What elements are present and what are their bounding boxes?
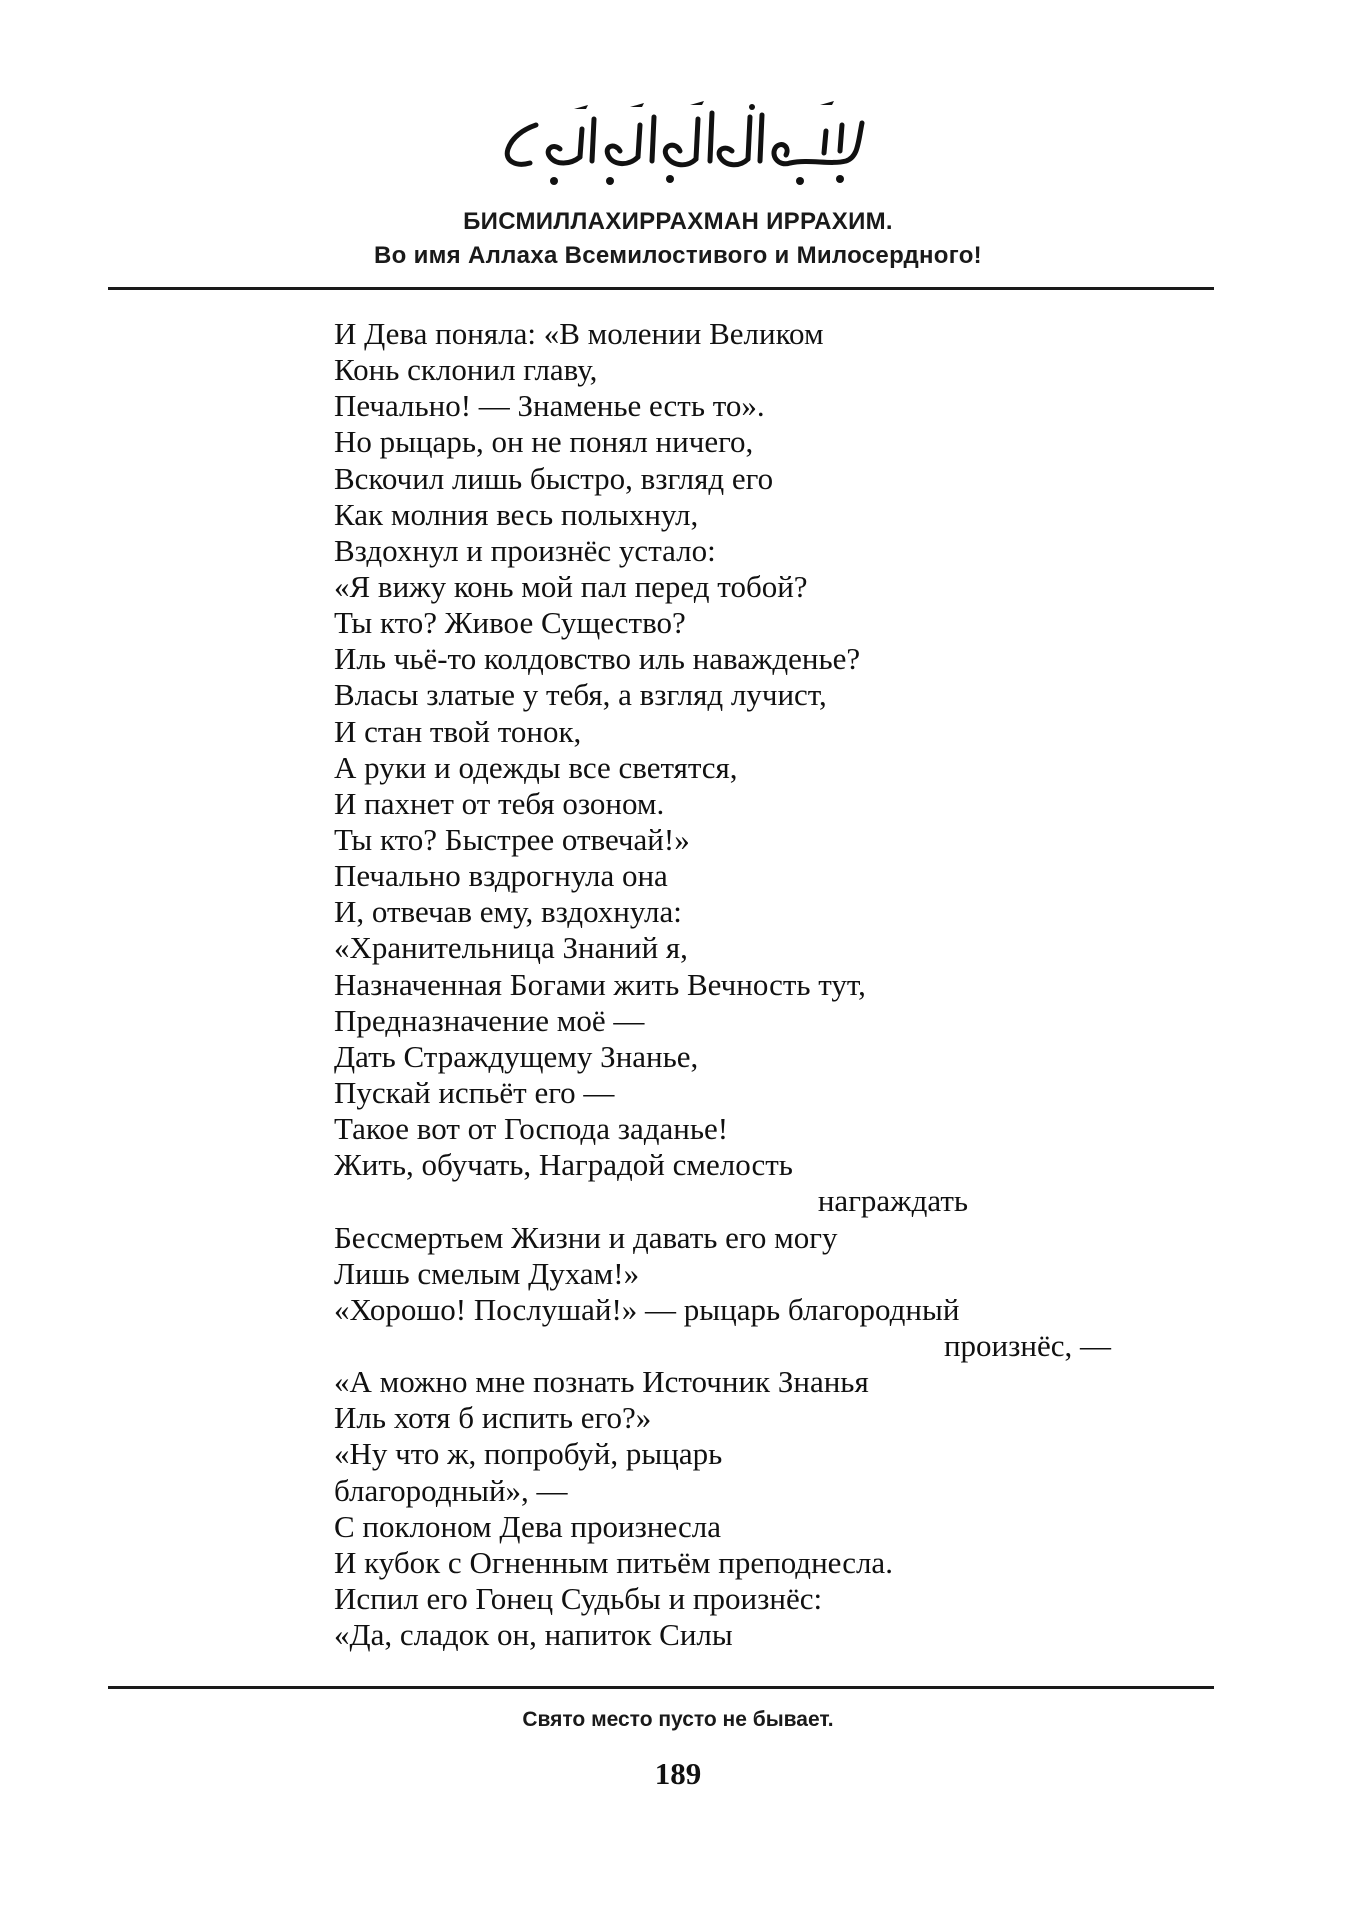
footer-proverb: Свято место пусто не бывает. — [522, 1708, 834, 1731]
poem-line: «Ну что ж, попробуй, рыцарь — [334, 1436, 723, 1472]
poem-line: Печально вздрогнула она — [334, 858, 668, 894]
poem-line-continuation: награждать — [817, 1183, 968, 1219]
poem-line: Иль чьё-то колдовство иль наважденье? — [334, 641, 861, 677]
poem-line: И кубок с Огненным питьём преподнесла. — [334, 1544, 893, 1580]
poem-line: Такое вот от Господа заданье! — [334, 1111, 729, 1147]
poem-line: «Хранительница Знаний я, — [334, 930, 688, 966]
page-number: 189 — [654, 1756, 702, 1791]
poem-line: И Дева поняла: «В молении Великом — [334, 316, 824, 351]
poem-line: Пускай испьёт его — — [334, 1074, 615, 1110]
poem-line: благородный», — — [334, 1472, 568, 1508]
poem-line: «А можно мне познать Источник Знанья — [334, 1364, 869, 1400]
poem-line: Конь склонил главу, — [334, 352, 598, 388]
poem-line: Испил его Гонец Судьбы и произнёс: — [334, 1580, 823, 1616]
poem-line: «Хорошо! Послушай!» — рыцарь благородный — [334, 1291, 960, 1327]
header-subtitle: Во имя Аллаха Всемилостивого и Милосердного! — [374, 242, 982, 269]
poem-text — [334, 316, 1134, 1653]
poem-line: И, отвечав ему, вздохнула: — [334, 894, 682, 930]
poem-line: Иль хотя б испить его?» — [334, 1400, 652, 1436]
calligraphy-image — [490, 95, 870, 195]
poem-line: И стан твой тонок, — [334, 713, 582, 749]
poem-line: И пахнет от тебя озоном. — [334, 785, 665, 821]
poem-line: С поклоном Дева произнесла — [334, 1508, 721, 1544]
poem-line-continuation: произнёс, — — [943, 1327, 1111, 1363]
poem-line: Но рыцарь, он не понял ничего, — [334, 424, 754, 460]
poem-line: Жить, обучать, Наградой смелость — [334, 1147, 793, 1183]
poem-line: Ты кто? Быстрее отвечай!» — [334, 821, 690, 857]
poem-line: Лишь смелым Духам!» — [334, 1255, 640, 1291]
poem-line: Вздохнул и произнёс устало: — [334, 532, 716, 568]
poem-line: Назначенная Богами жить Вечность тут, — [334, 966, 866, 1002]
bismillah-calligraphy — [490, 95, 870, 195]
header-divider — [108, 287, 1214, 290]
poem-line: Предназначение моё — — [334, 1002, 645, 1038]
poem-line: Вскочил лишь быстро, взгляд его — [334, 460, 774, 496]
header-title: БИСМИЛЛАХИРРАХМАН ИРРАХИМ. — [463, 208, 893, 235]
poem-line: Ты кто? Живое Существо? — [334, 605, 686, 641]
poem-line: Власы златые у тебя, а взгляд лучист, — [334, 677, 827, 713]
poem-line: Дать Страждущему Знанье, — [334, 1038, 699, 1074]
poem-line: Бессмертьем Жизни и давать его могу — [334, 1219, 838, 1255]
poem-line: «Да, сладок он, напиток Силы — [334, 1617, 733, 1653]
footer-divider — [108, 1686, 1214, 1689]
poem-line: Как молния весь полыхнул, — [334, 496, 699, 532]
poem-line: Печально! — Знаменье есть то». — [334, 388, 765, 424]
poem-line: А руки и одежды все светятся, — [334, 749, 738, 785]
poem-line: «Я вижу конь мой пал перед тобой? — [334, 568, 808, 604]
